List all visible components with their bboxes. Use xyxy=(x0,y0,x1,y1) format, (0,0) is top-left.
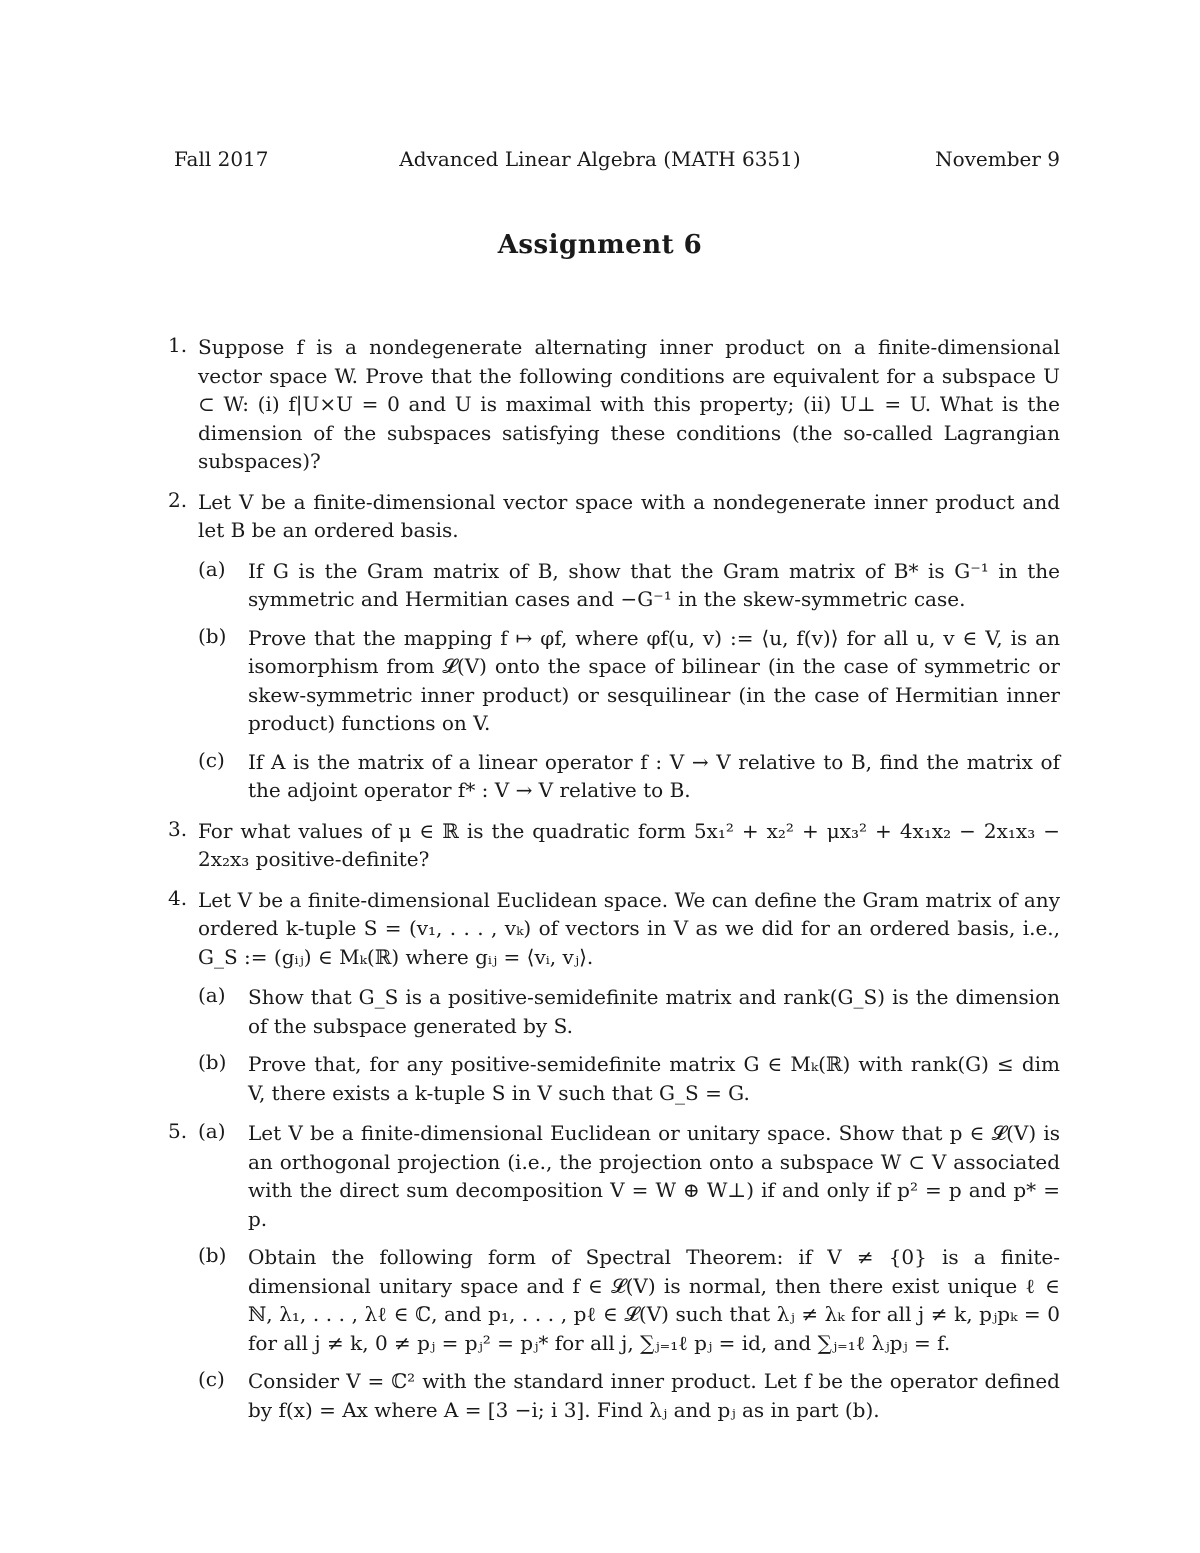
subpart-text: If A is the matrix of a linear operator f : V → V relative to B, find the matrix of the adjoint operator f* : V → V relative to B. xyxy=(248,749,1060,802)
subpart-label: (c) xyxy=(198,1367,225,1391)
problem-text: For what values of μ ∈ ℝ is the quadratic form 5x₁² + x₂² + μx₃² + 4x₁x₂ − 2x₁x₃ − 2x₂x₃ positive-definite? xyxy=(198,818,1060,871)
problem-list xyxy=(168,333,1060,1436)
problem-number: 2. xyxy=(168,487,188,512)
course-title: Advanced Linear Algebra (MATH 6351) xyxy=(399,147,801,171)
subpart-text: Prove that, for any positive-semidefinite matrix G ∈ Mₖ(ℝ) with rank(G) ≤ dim V, there exists a k-tuple S in V such that G_S = G. xyxy=(248,1052,1060,1105)
subpart-a xyxy=(198,1119,1060,1233)
problem-number: 5. xyxy=(168,1119,188,1143)
semester: Fall 2017 xyxy=(174,147,269,171)
subpart-label: (b) xyxy=(198,1050,227,1074)
subpart-label: (a) xyxy=(198,983,226,1007)
problem-text: Suppose f is a nondegenerate alternating inner product on a finite-dimensional vector space W. Prove that the following conditions are equivalent for a subspace U ⊂ W: (i) f|U×U = 0 and U is maximal with this property; (ii) U⊥ = U. What is the dimension of the subspaces satisfying these conditions (the so-called Lagrangian subspaces)? xyxy=(198,335,1060,473)
assignment-title: Assignment 6 xyxy=(497,230,703,260)
subpart-b xyxy=(198,1243,1060,1357)
subpart-a xyxy=(198,983,1060,1040)
problem-3 xyxy=(168,816,1060,874)
problem-5 xyxy=(168,1119,1060,1424)
problem-2 xyxy=(168,487,1060,805)
subparts xyxy=(198,557,1060,805)
subparts xyxy=(198,1119,1060,1424)
subpart-a xyxy=(198,557,1060,614)
subpart-label: (c) xyxy=(198,747,225,772)
subpart-c xyxy=(198,1367,1060,1424)
problem-4 xyxy=(168,885,1060,1108)
subpart-text: Obtain the following form of Spectral Theorem: if V ≠ {0} is a finite-dimensional unitary space and f ∈ 𝓛(V) is normal, then there exist unique ℓ ∈ ℕ, λ₁, . . . , λℓ ∈ ℂ, and p₁, . . . , pℓ ∈ 𝓛(V) such that λⱼ ≠ λₖ for all j ≠ k, pⱼpₖ = 0 for all j ≠ k, 0 ≠ pⱼ = pⱼ² = pⱼ* for all j, ∑ⱼ₌₁ℓ pⱼ = id, and ∑ⱼ₌₁ℓ λⱼpⱼ = f. xyxy=(248,1245,1060,1355)
date: November 9 xyxy=(935,147,1060,171)
subpart-text: Consider V = ℂ² with the standard inner product. Let f be the operator defined by f(x) = Ax where A = [3 −i; i 3]. Find λⱼ and pⱼ as in part (b). xyxy=(248,1369,1060,1422)
subpart-text: Prove that the mapping f ↦ φf, where φf(u, v) := ⟨u, f(v)⟩ for all u, v ∈ V, is an isomorphism from 𝓛(V) onto the space of bilinear (in the case of symmetric or skew-symmetric inner product) or sesquilinear (in the case of Hermitian inner product) functions on V. xyxy=(248,625,1060,735)
subpart-c xyxy=(198,748,1060,805)
subpart-label: (b) xyxy=(198,1243,227,1267)
problem-number: 1. xyxy=(168,333,188,357)
problem-1 xyxy=(168,333,1060,476)
subparts xyxy=(198,983,1060,1107)
subpart-b xyxy=(198,624,1060,738)
subpart-label: (b) xyxy=(198,623,227,648)
problem-text: Let V be a finite-dimensional vector space with a nondegenerate inner product and let B be an ordered basis. xyxy=(198,489,1060,542)
subpart-label: (a) xyxy=(198,556,226,581)
subpart-b xyxy=(198,1050,1060,1107)
problem-number: 4. xyxy=(168,885,188,910)
problem-number: 3. xyxy=(168,816,188,841)
subpart-text: Let V be a finite-dimensional Euclidean or unitary space. Show that p ∈ 𝓛(V) is an orthogonal projection (i.e., the projection onto a subspace W ⊂ V associated with the direct sum decomposition V = W ⊕ W⊥) if and only if p² = p and p* = p. xyxy=(248,1121,1060,1231)
subpart-text: If G is the Gram matrix of B, show that the Gram matrix of B* is G⁻¹ in the symmetric and Hermitian cases and −G⁻¹ in the skew-symmetric case. xyxy=(248,558,1060,611)
problem-text: Let V be a finite-dimensional Euclidean space. We can define the Gram matrix of any ordered k-tuple S = (v₁, . . . , vₖ) of vectors in V as we did for an ordered basis, i.e., G_S := (gᵢⱼ) ∈ Mₖ(ℝ) where gᵢⱼ = ⟨vᵢ, vⱼ⟩. xyxy=(198,887,1060,969)
subpart-text: Show that G_S is a positive-semidefinite matrix and rank(G_S) is the dimension of the subspace generated by S. xyxy=(248,985,1060,1038)
subpart-label: (a) xyxy=(198,1119,226,1143)
